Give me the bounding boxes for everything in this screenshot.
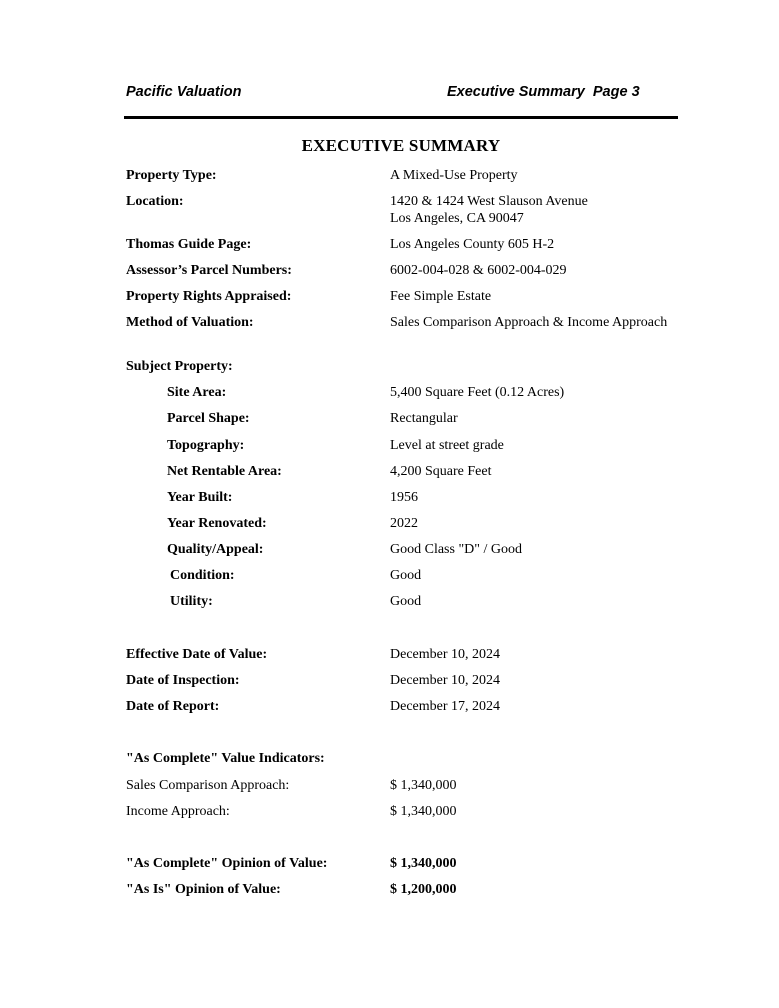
parcel-shape-label: Parcel Shape: <box>167 411 250 426</box>
company-name: Pacific Valuation <box>126 84 242 100</box>
sales-approach-value: $ 1,340,000 <box>390 778 457 793</box>
report-date-label: Date of Report: <box>126 699 220 714</box>
quality-label: Quality/Appeal: <box>167 542 264 557</box>
income-approach-value: $ 1,340,000 <box>390 804 457 819</box>
report-date-value: December 17, 2024 <box>390 699 501 714</box>
header-rule <box>124 116 678 119</box>
utility-label: Utility: <box>170 594 213 609</box>
as-is-opinion-value: $ 1,200,000 <box>390 882 457 897</box>
year-built-label: Year Built: <box>167 490 233 505</box>
thomas-guide-value: Los Angeles County 605 H-2 <box>390 237 555 252</box>
location-label: Location: <box>126 194 184 209</box>
inspection-date-value: December 10, 2024 <box>390 673 501 688</box>
year-renovated-label: Year Renovated: <box>167 516 267 531</box>
parcel-numbers-value: 6002-004-028 & 6002-004-029 <box>390 263 567 278</box>
effective-date-label: Effective Date of Value: <box>126 647 268 662</box>
property-type-label: Property Type: <box>126 168 217 183</box>
net-rentable-label: Net Rentable Area: <box>167 464 282 479</box>
section-page-label: Executive Summary Page 3 <box>447 84 640 100</box>
subject-heading: Subject Property: <box>126 359 233 374</box>
topography-value: Level at street grade <box>390 438 504 453</box>
year-renovated-value: 2022 <box>390 516 418 531</box>
utility-value: Good <box>390 594 422 609</box>
location-value-line1: 1420 & 1424 West Slauson Avenue <box>390 194 588 209</box>
sales-approach-label: Sales Comparison Approach: <box>126 778 290 793</box>
method-label: Method of Valuation: <box>126 315 254 330</box>
condition-label: Condition: <box>170 568 235 583</box>
location-value-line2: Los Angeles, CA 90047 <box>390 211 524 226</box>
indicators-heading: "As Complete" Value Indicators: <box>126 751 325 766</box>
parcel-numbers-label: Assessor’s Parcel Numbers: <box>126 263 292 278</box>
as-complete-opinion-label: "As Complete" Opinion of Value: <box>126 856 328 871</box>
parcel-shape-value: Rectangular <box>390 411 458 426</box>
rights-value: Fee Simple Estate <box>390 289 492 304</box>
site-area-value: 5,400 Square Feet (0.12 Acres) <box>390 385 565 400</box>
income-approach-label: Income Approach: <box>126 804 230 819</box>
property-type-value: A Mixed-Use Property <box>390 168 518 183</box>
quality-value: Good Class "D" / Good <box>390 542 522 557</box>
page-title: EXECUTIVE SUMMARY <box>301 136 501 155</box>
year-built-value: 1956 <box>390 490 418 505</box>
as-complete-opinion-value: $ 1,340,000 <box>390 856 457 871</box>
method-value: Sales Comparison Approach & Income Approach <box>390 315 668 330</box>
inspection-date-label: Date of Inspection: <box>126 673 240 688</box>
effective-date-value: December 10, 2024 <box>390 647 501 662</box>
condition-value: Good <box>390 568 422 583</box>
thomas-guide-label: Thomas Guide Page: <box>126 237 252 252</box>
rights-label: Property Rights Appraised: <box>126 289 292 304</box>
topography-label: Topography: <box>167 438 245 453</box>
as-is-opinion-label: "As Is" Opinion of Value: <box>126 882 281 897</box>
site-area-label: Site Area: <box>167 385 227 400</box>
page-header <box>126 84 678 104</box>
net-rentable-value: 4,200 Square Feet <box>390 464 492 479</box>
